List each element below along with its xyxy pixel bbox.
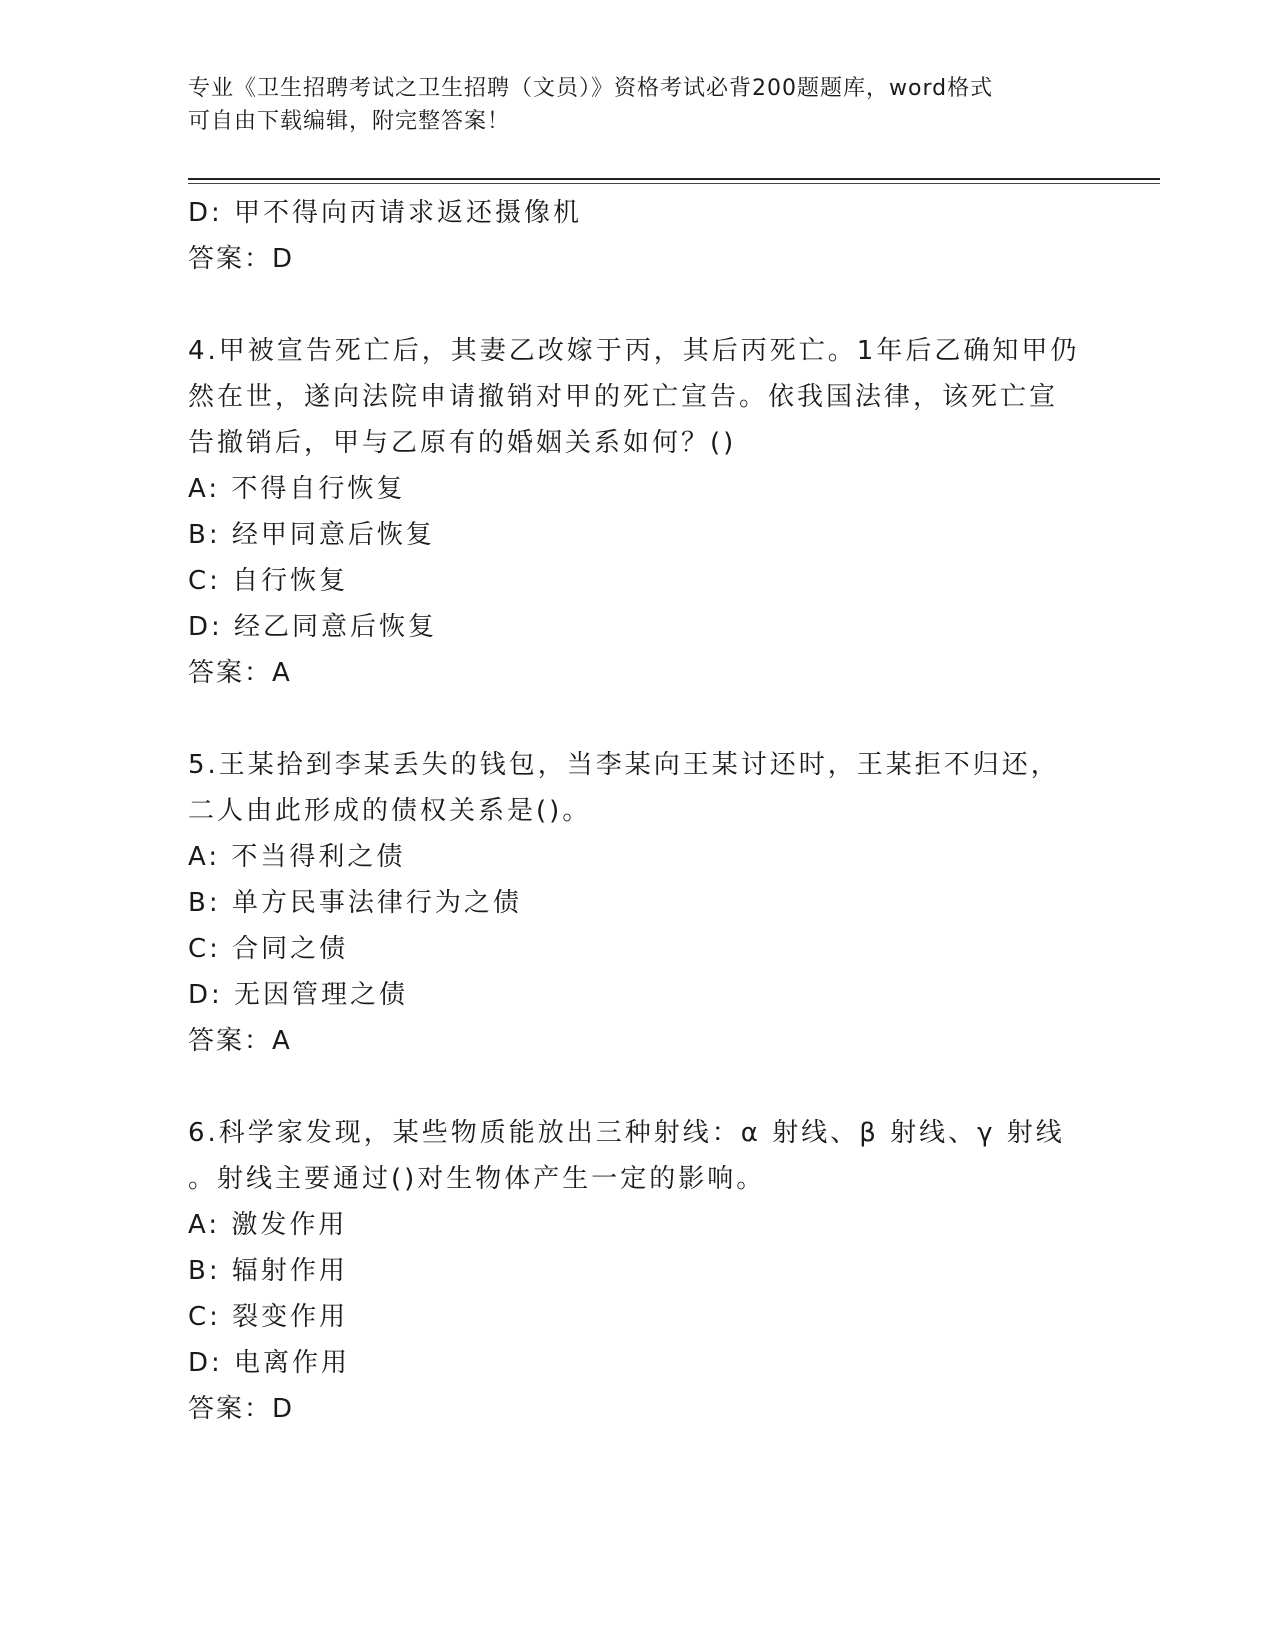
option-b: B: 单方民事法律行为之债 (188, 888, 522, 918)
answer-line: 答案：D (188, 1394, 295, 1424)
option-a: A: 激发作用 (188, 1210, 348, 1240)
option-c: C: 自行恢复 (188, 566, 349, 596)
question-text (188, 328, 1088, 466)
header-rule-thin (188, 183, 1160, 184)
header-rule-thick (188, 178, 1160, 180)
spacer (188, 282, 1108, 328)
answer-line: 答案：A (188, 1026, 292, 1056)
option-d: D: 经乙同意后恢复 (188, 612, 438, 642)
option-d: D: 甲不得向丙请求返还摄像机 (188, 198, 583, 228)
option-d: D: 电离作用 (188, 1348, 351, 1378)
option-a: A: 不得自行恢复 (188, 474, 406, 504)
option-d: D: 无因管理之债 (188, 980, 409, 1010)
header-line-2: 可自由下载编辑，附完整答案！ (188, 109, 511, 134)
question-text-line: 5.王某拾到李某丢失的钱包，当李某向王某讨还时，王某拒不归还， (188, 750, 1060, 780)
question-text-line: 。射线主要通过()对生物体产生一定的影响。 (188, 1164, 766, 1194)
question-text-line: 二人由此形成的债权关系是()。 (188, 796, 592, 826)
question-text (188, 1110, 1088, 1202)
option-a: A: 不当得利之债 (188, 842, 406, 872)
question-content (188, 190, 1108, 1432)
question-4 (188, 328, 1108, 696)
header-line-1: 专业《卫生招聘考试之卫生招聘（文员）》资格考试必背200题题库，word格式 (188, 76, 994, 101)
option-c: C: 合同之债 (188, 934, 349, 964)
question-text-line: 6.科学家发现，某些物质能放出三种射线：α 射线、β 射线、γ 射线 (188, 1118, 1065, 1148)
question-5 (188, 742, 1108, 1064)
document-header (188, 72, 1088, 138)
question-text (188, 742, 1088, 834)
option-b: B: 经甲同意后恢复 (188, 520, 435, 550)
answer-line: 答案：A (188, 658, 292, 688)
question-text-line: 4.甲被宣告死亡后，其妻乙改嫁于丙，其后丙死亡。1年后乙确知甲仍 (188, 336, 1080, 366)
spacer (188, 1064, 1108, 1110)
question-6 (188, 1110, 1108, 1432)
question-text-line: 然在世，遂向法院申请撤销对甲的死亡宣告。依我国法律，该死亡宣 (188, 382, 1059, 412)
answer-line: 答案：D (188, 244, 295, 274)
carryover-block (188, 190, 1108, 282)
option-b: B: 辐射作用 (188, 1256, 348, 1286)
option-c: C: 裂变作用 (188, 1302, 349, 1332)
question-text-line: 告撤销后，甲与乙原有的婚姻关系如何？() (188, 428, 737, 458)
spacer (188, 696, 1108, 742)
